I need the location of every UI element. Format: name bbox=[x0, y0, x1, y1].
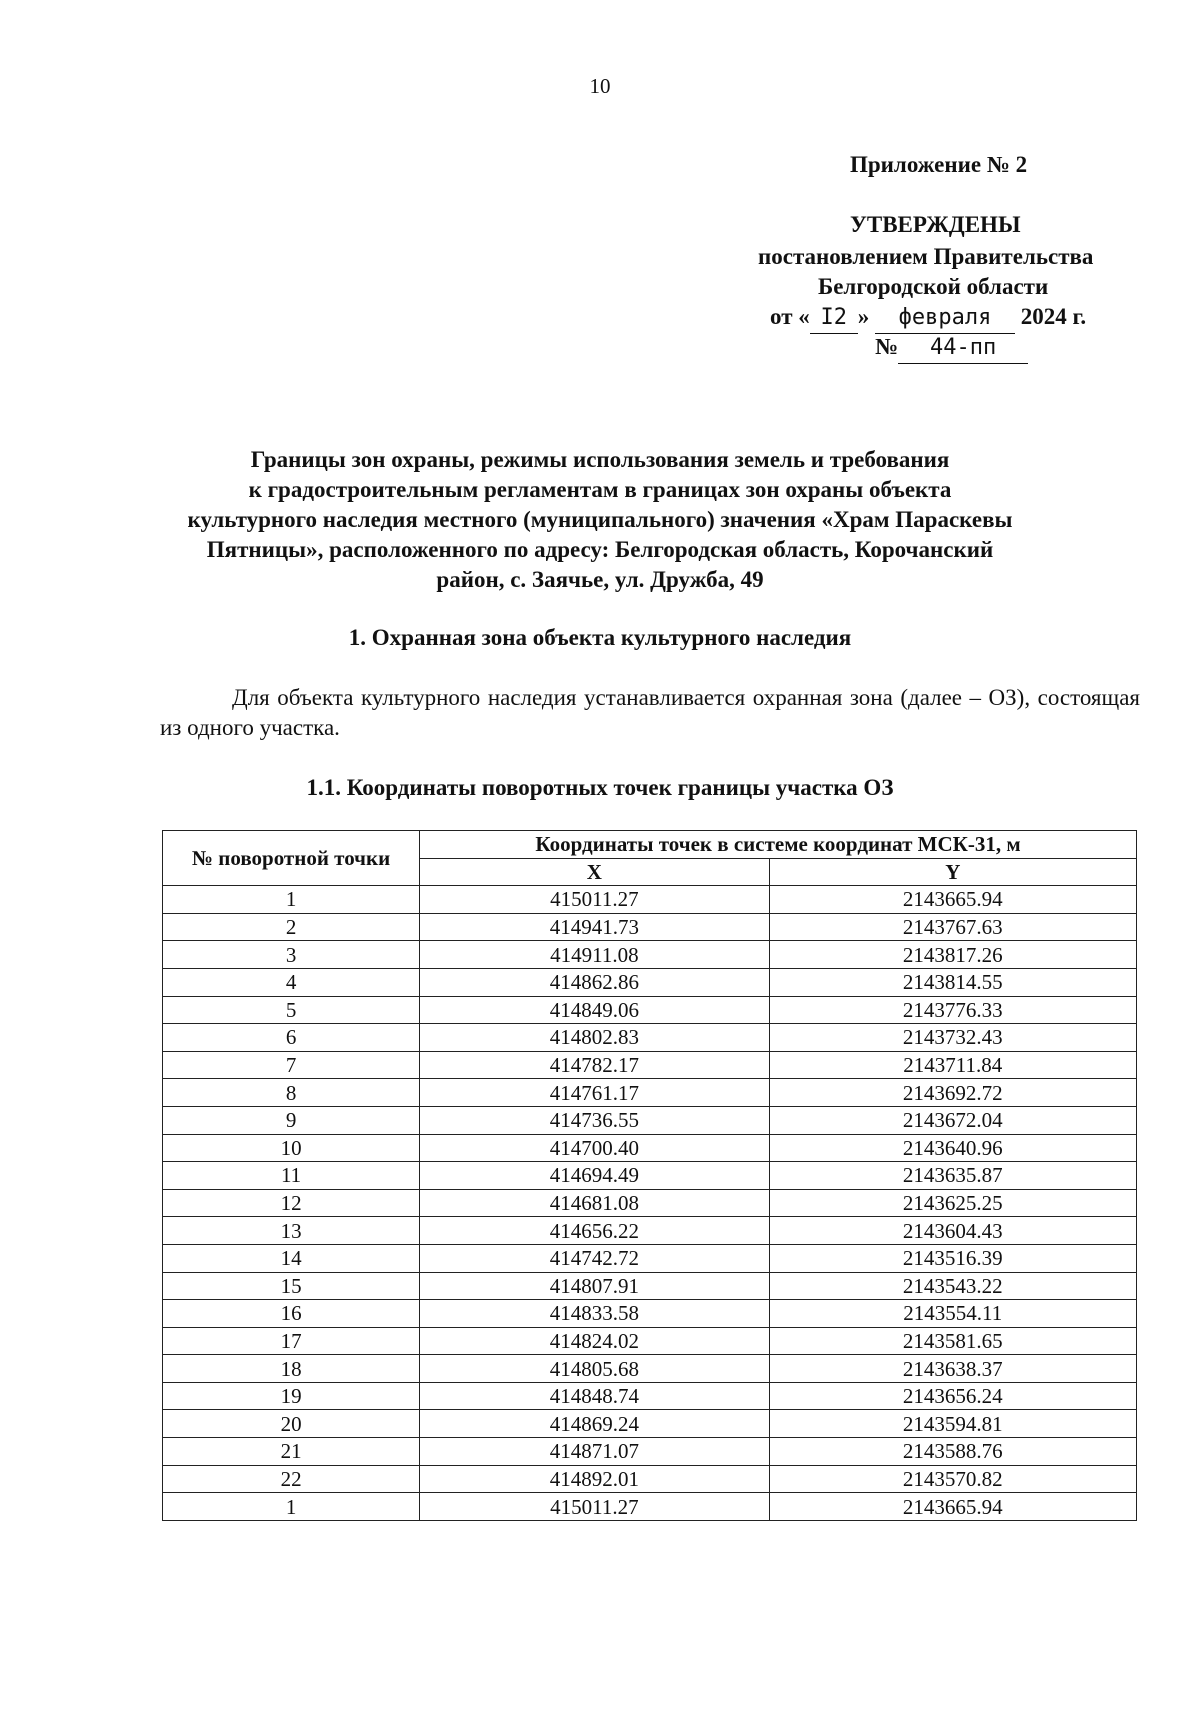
table-row bbox=[163, 1465, 1137, 1493]
coordinates-table-body bbox=[163, 886, 1137, 1521]
x-coordinate-cell: 414694.49 bbox=[420, 1162, 769, 1190]
point-number-cell: 20 bbox=[163, 1410, 420, 1438]
point-number-cell: 14 bbox=[163, 1244, 420, 1272]
x-coordinate-cell: 414782.17 bbox=[420, 1051, 769, 1079]
x-coordinate-cell: 414892.01 bbox=[420, 1465, 769, 1493]
table-row bbox=[163, 968, 1137, 996]
y-coordinate-cell: 2143776.33 bbox=[769, 996, 1136, 1024]
y-coordinate-cell: 2143817.26 bbox=[769, 941, 1136, 969]
point-number-cell: 19 bbox=[163, 1382, 420, 1410]
point-number-cell: 4 bbox=[163, 968, 420, 996]
point-number-cell: 8 bbox=[163, 1079, 420, 1107]
table-row bbox=[163, 1410, 1137, 1438]
date-mid: » bbox=[857, 304, 870, 329]
subsection-title: 1.1. Координаты поворотных точек границы участка ОЗ bbox=[306, 775, 894, 800]
table-row bbox=[163, 1355, 1137, 1383]
table-row bbox=[163, 1024, 1137, 1052]
table-row bbox=[163, 1051, 1137, 1079]
body-paragraph: Для объекта культурного наследия устанавливается охранная зона (далее – ОЗ), состоящая из одного участка. bbox=[160, 685, 1140, 740]
y-coordinate-cell: 2143665.94 bbox=[769, 886, 1136, 914]
x-coordinate-cell: 414681.08 bbox=[420, 1189, 769, 1217]
date-month: февраля bbox=[875, 303, 1015, 334]
table-row bbox=[163, 1217, 1137, 1245]
date-prefix: от « bbox=[770, 304, 810, 329]
x-coordinate-cell: 414911.08 bbox=[420, 941, 769, 969]
table-row bbox=[163, 913, 1137, 941]
number-value: 44-пп bbox=[898, 333, 1028, 364]
approval-number bbox=[875, 332, 1028, 364]
table-row bbox=[163, 1106, 1137, 1134]
y-coordinate-cell: 2143604.43 bbox=[769, 1217, 1136, 1245]
y-coordinate-cell: 2143656.24 bbox=[769, 1382, 1136, 1410]
point-number-cell: 1 bbox=[163, 886, 420, 914]
number-prefix: № bbox=[875, 334, 899, 359]
point-number-cell: 15 bbox=[163, 1272, 420, 1300]
point-number-cell: 3 bbox=[163, 941, 420, 969]
y-coordinate-cell: 2143581.65 bbox=[769, 1327, 1136, 1355]
y-coordinate-cell: 2143814.55 bbox=[769, 968, 1136, 996]
table-row bbox=[163, 1438, 1137, 1466]
point-number-cell: 10 bbox=[163, 1134, 420, 1162]
y-coordinate-cell: 2143588.76 bbox=[769, 1438, 1136, 1466]
approved-label: УТВЕРЖДЕНЫ bbox=[850, 212, 1021, 237]
x-coordinate-cell: 414833.58 bbox=[420, 1300, 769, 1328]
y-coordinate-cell: 2143570.82 bbox=[769, 1465, 1136, 1493]
point-number-cell: 12 bbox=[163, 1189, 420, 1217]
point-number-cell: 5 bbox=[163, 996, 420, 1024]
y-coordinate-cell: 2143672.04 bbox=[769, 1106, 1136, 1134]
y-coordinate-cell: 2143635.87 bbox=[769, 1162, 1136, 1190]
x-coordinate-cell: 414941.73 bbox=[420, 913, 769, 941]
x-coordinate-cell: 414802.83 bbox=[420, 1024, 769, 1052]
point-number-cell: 6 bbox=[163, 1024, 420, 1052]
y-coordinate-cell: 2143516.39 bbox=[769, 1244, 1136, 1272]
point-number-cell: 22 bbox=[163, 1465, 420, 1493]
page-number: 10 bbox=[589, 74, 611, 98]
title-line: Пятницы», расположенного по адресу: Белгородская область, Корочанский bbox=[206, 537, 994, 562]
x-coordinate-cell: 414736.55 bbox=[420, 1106, 769, 1134]
x-coordinate-cell: 414862.86 bbox=[420, 968, 769, 996]
point-number-cell: 18 bbox=[163, 1355, 420, 1383]
table-row bbox=[163, 941, 1137, 969]
x-coordinate-cell: 415011.27 bbox=[420, 1493, 769, 1521]
title-line: район, с. Заячье, ул. Дружба, 49 bbox=[436, 567, 764, 592]
approval-line-region: Белгородской области bbox=[818, 274, 1049, 299]
x-coordinate-cell: 414656.22 bbox=[420, 1217, 769, 1245]
y-coordinate-cell: 2143625.25 bbox=[769, 1189, 1136, 1217]
header-y: Y bbox=[769, 858, 1136, 886]
x-coordinate-cell: 414871.07 bbox=[420, 1438, 769, 1466]
header-coordinates: Координаты точек в системе координат МСК-31, м bbox=[420, 831, 1137, 859]
title-line: Границы зон охраны, режимы использования земель и требования bbox=[250, 447, 950, 472]
table-row bbox=[163, 1493, 1137, 1521]
header-x: X bbox=[420, 858, 769, 886]
table-row bbox=[163, 1189, 1137, 1217]
point-number-cell: 21 bbox=[163, 1438, 420, 1466]
document-title bbox=[150, 445, 1050, 595]
point-number-cell: 1 bbox=[163, 1493, 420, 1521]
x-coordinate-cell: 414761.17 bbox=[420, 1079, 769, 1107]
point-number-cell: 16 bbox=[163, 1300, 420, 1328]
y-coordinate-cell: 2143732.43 bbox=[769, 1024, 1136, 1052]
point-number-cell: 2 bbox=[163, 913, 420, 941]
section-title: 1. Охранная зона объекта культурного наследия bbox=[348, 625, 852, 650]
y-coordinate-cell: 2143638.37 bbox=[769, 1355, 1136, 1383]
title-line: культурного наследия местного (муниципального) значения «Храм Параскевы bbox=[187, 507, 1013, 532]
table-row bbox=[163, 1327, 1137, 1355]
y-coordinate-cell: 2143554.11 bbox=[769, 1300, 1136, 1328]
approval-line-decree: постановлением Правительства bbox=[758, 244, 1094, 269]
table-row bbox=[163, 1079, 1137, 1107]
date-day: I2 bbox=[810, 303, 858, 334]
appendix-label: Приложение № 2 bbox=[850, 152, 1028, 177]
table-row bbox=[163, 1272, 1137, 1300]
table-row bbox=[163, 1134, 1137, 1162]
x-coordinate-cell: 414700.40 bbox=[420, 1134, 769, 1162]
x-coordinate-cell: 414807.91 bbox=[420, 1272, 769, 1300]
title-line: к градостроительным регламентам в границах зон охраны объекта bbox=[248, 477, 952, 502]
header-point-number: № поворотной точки bbox=[163, 831, 420, 886]
point-number-cell: 13 bbox=[163, 1217, 420, 1245]
y-coordinate-cell: 2143543.22 bbox=[769, 1272, 1136, 1300]
y-coordinate-cell: 2143594.81 bbox=[769, 1410, 1136, 1438]
x-coordinate-cell: 415011.27 bbox=[420, 886, 769, 914]
coordinates-table bbox=[162, 830, 1137, 1521]
point-number-cell: 7 bbox=[163, 1051, 420, 1079]
y-coordinate-cell: 2143665.94 bbox=[769, 1493, 1136, 1521]
table-row bbox=[163, 1244, 1137, 1272]
table-row bbox=[163, 1162, 1137, 1190]
y-coordinate-cell: 2143767.63 bbox=[769, 913, 1136, 941]
table-row bbox=[163, 1382, 1137, 1410]
x-coordinate-cell: 414849.06 bbox=[420, 996, 769, 1024]
x-coordinate-cell: 414869.24 bbox=[420, 1410, 769, 1438]
x-coordinate-cell: 414805.68 bbox=[420, 1355, 769, 1383]
y-coordinate-cell: 2143692.72 bbox=[769, 1079, 1136, 1107]
table-row bbox=[163, 1300, 1137, 1328]
x-coordinate-cell: 414848.74 bbox=[420, 1382, 769, 1410]
y-coordinate-cell: 2143711.84 bbox=[769, 1051, 1136, 1079]
x-coordinate-cell: 414824.02 bbox=[420, 1327, 769, 1355]
approval-date bbox=[770, 302, 1086, 334]
point-number-cell: 9 bbox=[163, 1106, 420, 1134]
date-year: 2024 г. bbox=[1020, 304, 1087, 329]
y-coordinate-cell: 2143640.96 bbox=[769, 1134, 1136, 1162]
table-row bbox=[163, 886, 1137, 914]
table-row bbox=[163, 996, 1137, 1024]
point-number-cell: 11 bbox=[163, 1162, 420, 1190]
point-number-cell: 17 bbox=[163, 1327, 420, 1355]
x-coordinate-cell: 414742.72 bbox=[420, 1244, 769, 1272]
